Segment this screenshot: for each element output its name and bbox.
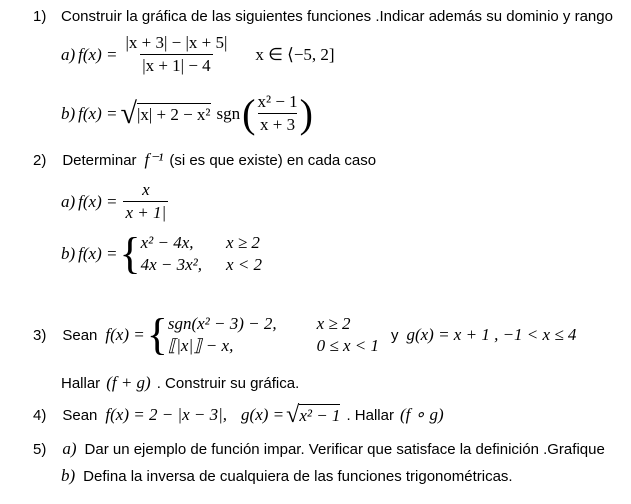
problem-4-fog: (f ∘ g) [399, 405, 444, 424]
problem-2b [61, 229, 263, 278]
problem-1a-fraction [123, 33, 229, 76]
sqrt-icon: √ [286, 402, 300, 428]
problem-5a-label: a) [62, 439, 77, 458]
problem-3-cases [168, 314, 379, 356]
problem-3-fg: (f + g) [106, 373, 151, 392]
problem-5a-text: Dar un ejemplo de función impar. Verificar que satisface la definición .Grafique [84, 441, 605, 458]
problem-5b-text: Defina la inversa de cualquiera de las funciones trigonométricas. [83, 468, 513, 485]
problem-3-g-def: g(x) = x + 1 , −1 < x ≤ 4 [406, 325, 577, 344]
problem-1a-lhs: f(x) = [78, 44, 118, 64]
problem-1b-denominator: x + 3 [260, 115, 296, 134]
problem-1b [61, 92, 313, 135]
problem-2b-case2-expr: 4x − 3x², [140, 255, 203, 274]
problem-2b-case1-expr: x² − 4x, [140, 233, 194, 252]
problem-4-number: 4) [33, 406, 47, 424]
left-brace-icon: { [146, 310, 168, 359]
problem-2b-lhs: f(x) = [78, 244, 118, 263]
problem-4-f-def: f(x) = 2 − |x − 3|, [105, 405, 228, 424]
problem-4-g-lhs: g(x) = [241, 405, 285, 424]
problem-1b-label: b) [61, 103, 76, 123]
problem-1a-numerator: |x + 3| − |x + 5| [125, 33, 228, 52]
problem-1a-label: a) [61, 44, 76, 64]
problem-2b-label: b) [61, 244, 76, 263]
problem-3 [33, 310, 577, 359]
problem-3-y: y [390, 326, 399, 344]
sqrt-icon: √ [120, 96, 137, 130]
left-brace-icon: { [119, 229, 141, 278]
problem-4 [33, 403, 444, 427]
problem-1b-fraction [255, 92, 299, 135]
problem-1a [61, 33, 335, 76]
problem-3-case2-cond: 0 ≤ x < 1 [316, 336, 379, 355]
left-paren-icon: ( [242, 90, 256, 136]
problem-2-finv: f⁻¹ [144, 150, 164, 169]
problem-3-hallar-line [61, 373, 299, 393]
problem-2b-cases [141, 233, 262, 275]
problem-2a-numerator: x [142, 180, 150, 199]
problem-2a-lhs: f(x) = [78, 191, 118, 211]
problem-4-g-radicand: x² − 1 [299, 406, 341, 425]
problem-2b-case1-cond: x ≥ 2 [226, 233, 260, 252]
problem-2a-denominator: x + 1| [125, 203, 167, 222]
problem-5a-line [33, 439, 605, 459]
problem-2a-label: a) [61, 191, 76, 211]
problem-3-hallar: Hallar [61, 375, 101, 392]
problem-4-hallar: . Hallar [346, 406, 394, 424]
problem-1a-denominator: |x + 1| − 4 [142, 56, 211, 75]
problem-3-f-lhs: f(x) = [105, 325, 145, 344]
problem-2a-fraction [123, 180, 168, 223]
problem-5-number: 5) [33, 441, 47, 458]
problem-1b-sgn: sgn [216, 103, 241, 123]
problem-5b-line [61, 466, 513, 486]
problem-2-heading [33, 150, 376, 170]
problem-1-number: 1) [33, 8, 47, 25]
problem-3-hallar-after: . Construir su gráfica. [156, 375, 300, 392]
problem-3-case2-expr: ⟦|x|⟧ − x, [167, 336, 234, 355]
problem-1b-lhs: f(x) = [78, 103, 118, 123]
problem-2-text-after: (si es que existe) en cada caso [169, 152, 377, 169]
problem-2a [61, 180, 168, 223]
problem-1a-domain: x ∈ ⟨−5, 2] [255, 44, 335, 64]
problem-1-text: Construir la gráfica de las siguientes funciones .Indicar además su dominio y rango [61, 8, 613, 25]
problem-1b-numerator: x² − 1 [257, 92, 298, 111]
problem-2b-case2-cond: x < 2 [226, 255, 263, 274]
problem-3-number: 3) [33, 326, 47, 344]
problem-2-number: 2) [33, 152, 47, 169]
problem-4-sean: Sean [62, 406, 98, 424]
problem-3-case1-cond: x ≥ 2 [316, 314, 351, 333]
problem-2-text-before: Determinar [62, 152, 137, 169]
problem-3-case1-expr: sgn(x² − 3) − 2, [167, 314, 277, 333]
problem-1b-radicand: |x| + 2 − x² [136, 104, 211, 124]
problem-3-sean: Sean [62, 326, 98, 344]
problem-5b-label: b) [61, 466, 76, 485]
right-paren-icon: ) [299, 90, 313, 136]
